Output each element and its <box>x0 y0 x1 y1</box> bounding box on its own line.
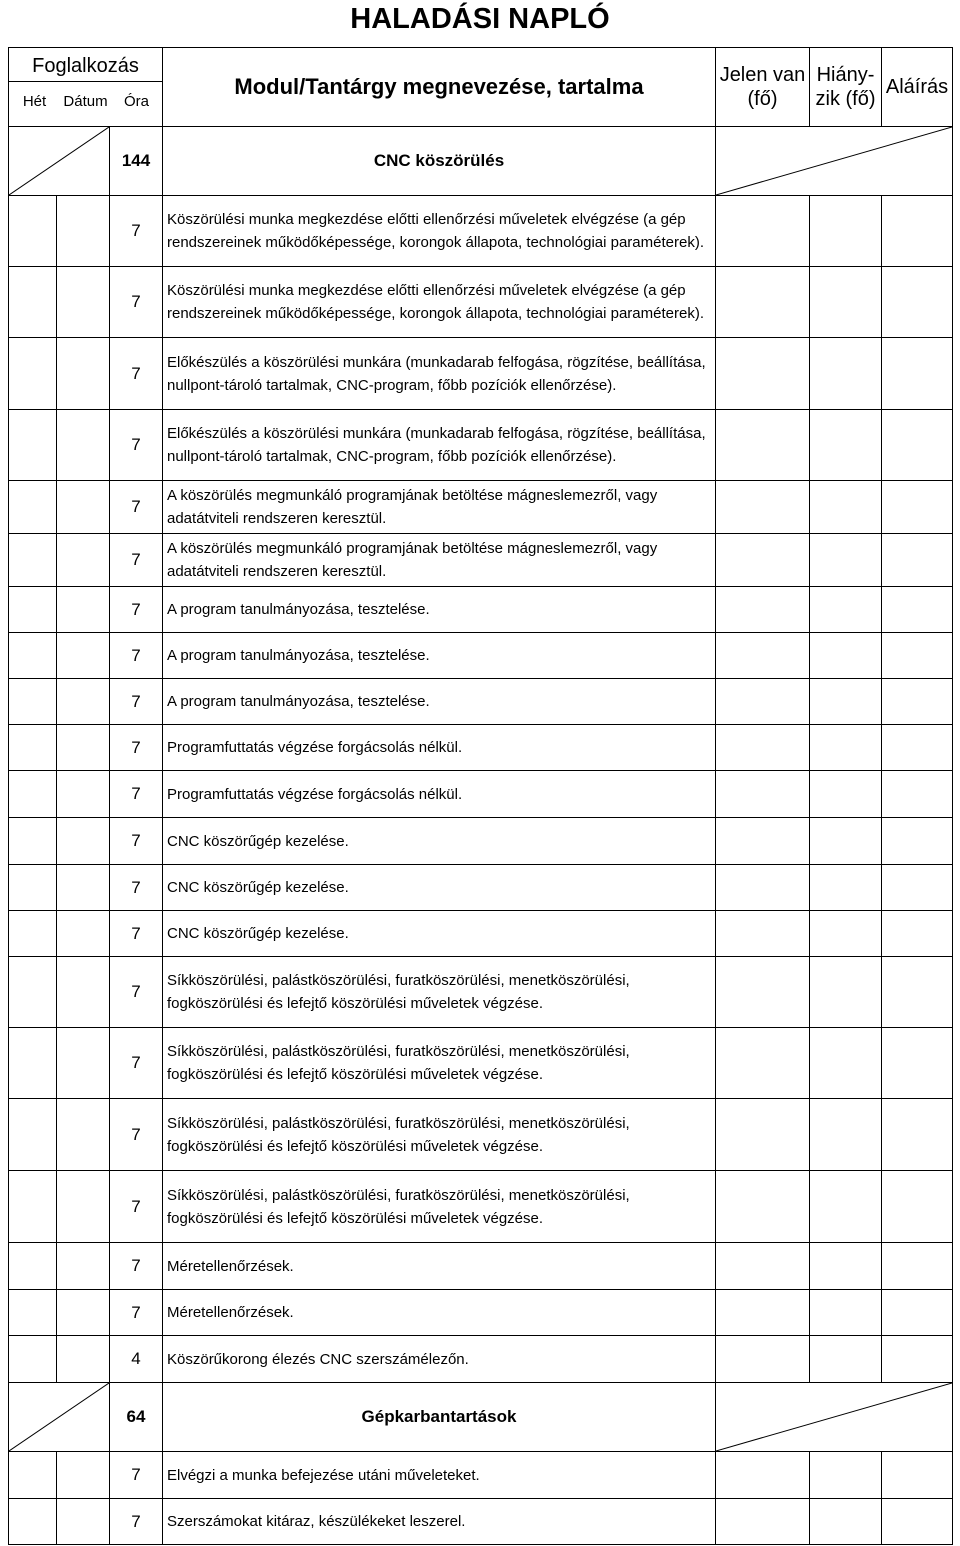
ora-cell: 7 <box>110 196 163 267</box>
jelen-cell <box>716 1243 810 1290</box>
ora-cell: 7 <box>110 725 163 771</box>
section-row <box>9 1383 953 1452</box>
table-row <box>9 771 953 818</box>
hiany-cell <box>810 1336 882 1383</box>
content-cell: Előkészülés a köszörülési munkára (munkadarab felfogása, rögzítése, beállítása, nullpont-tároló tartalmak, CNC-program, főbb pozíciók ellenőrzése). <box>163 338 716 410</box>
content-cell: Elvégzi a munka befejezése utáni műveleteket. <box>163 1452 716 1499</box>
ora-cell: 7 <box>110 957 163 1028</box>
het-cell <box>9 1499 57 1545</box>
table-row <box>9 957 953 1028</box>
het-cell <box>9 1290 57 1336</box>
het-label: Hét <box>22 93 47 110</box>
datum-cell <box>57 410 110 481</box>
content-cell: Előkészülés a köszörülési munkára (munkadarab felfogása, rögzítése, beállítása, nullpont-tároló tartalmak, CNC-program, főbb pozíciók ellenőrzése). <box>163 410 716 481</box>
table-row <box>9 911 953 957</box>
hiany-cell <box>810 338 882 410</box>
hiany-cell <box>810 633 882 679</box>
table-row <box>9 679 953 725</box>
alairas-cell <box>882 771 953 818</box>
datum-cell <box>57 1452 110 1499</box>
jelen-cell <box>716 1336 810 1383</box>
datum-cell <box>57 534 110 587</box>
table-row <box>9 1171 953 1243</box>
content-cell: Köszörülési munka megkezdése előtti ellenőrzési műveletek elvégzése (a gép rendszereinek működőképessége, korongok állapota, technológiai paraméterek). <box>163 267 716 338</box>
table-row <box>9 1452 953 1499</box>
hiany-cell <box>810 818 882 865</box>
het-cell <box>9 1171 57 1243</box>
jelen-cell <box>716 771 810 818</box>
datum-label: Dátum <box>63 93 108 110</box>
table-row <box>9 410 953 481</box>
diagonal-cell <box>9 127 110 196</box>
alairas-cell <box>882 410 953 481</box>
table-row <box>9 725 953 771</box>
datum-cell <box>57 957 110 1028</box>
het-cell <box>9 818 57 865</box>
table-row <box>9 1336 953 1383</box>
hiany-cell <box>810 1452 882 1499</box>
jelen-cell <box>716 534 810 587</box>
ora-label: Óra <box>123 93 149 110</box>
table-row <box>9 338 953 410</box>
ora-cell: 7 <box>110 1171 163 1243</box>
jelen-cell <box>716 587 810 633</box>
foglalkozas-label: Foglalkozás <box>9 52 162 82</box>
het-cell <box>9 679 57 725</box>
datum-cell <box>57 633 110 679</box>
table-row <box>9 267 953 338</box>
ora-cell: 7 <box>110 410 163 481</box>
table-row <box>9 534 953 587</box>
content-cell: Síkköszörülési, palástköszörülési, furatköszörülési, menetköszörülési, fogköszörülési és lefejtő köszörülési műveletek végzése. <box>163 957 716 1028</box>
alairas-cell <box>882 725 953 771</box>
alairas-cell <box>882 1452 953 1499</box>
alairas-cell <box>882 534 953 587</box>
content-cell: Síkköszörülési, palástköszörülési, furatköszörülési, menetköszörülési, fogköszörülési és lefejtő köszörülési műveletek végzése. <box>163 1099 716 1171</box>
table-row <box>9 1028 953 1099</box>
foglalkozas-header <box>9 48 163 127</box>
het-cell <box>9 1099 57 1171</box>
het-cell <box>9 725 57 771</box>
alairas-cell <box>882 1099 953 1171</box>
alairas-cell <box>882 1290 953 1336</box>
content-cell: Méretellenőrzések. <box>163 1243 716 1290</box>
alairas-cell <box>882 818 953 865</box>
hiany-cell <box>810 481 882 534</box>
ora-cell: 7 <box>110 679 163 725</box>
jelen-cell <box>716 1290 810 1336</box>
page-title: HALADÁSI NAPLÓ <box>350 3 610 35</box>
het-cell <box>9 633 57 679</box>
content-cell: Köszörűkorong élezés CNC szerszámélezőn. <box>163 1336 716 1383</box>
alairas-cell <box>882 267 953 338</box>
alairas-cell <box>882 1171 953 1243</box>
content-cell: Programfuttatás végzése forgácsolás nélkül. <box>163 771 716 818</box>
ora-cell: 7 <box>110 587 163 633</box>
jelen-cell <box>716 633 810 679</box>
jelen-cell <box>716 865 810 911</box>
progress-log-table <box>8 47 953 1545</box>
hiany-cell <box>810 1171 882 1243</box>
content-cell: A köszörülés megmunkáló programjának betöltése mágneslemezről, vagy adatátviteli rendszeren keresztül. <box>163 534 716 587</box>
jelen-cell <box>716 1171 810 1243</box>
datum-cell <box>57 267 110 338</box>
ora-cell: 7 <box>110 1028 163 1099</box>
ora-cell: 7 <box>110 771 163 818</box>
het-cell <box>9 1336 57 1383</box>
table-row <box>9 865 953 911</box>
jelen-cell <box>716 679 810 725</box>
content-cell: A köszörülés megmunkáló programjának betöltése mágneslemezről, vagy adatátviteli rendszeren keresztül. <box>163 481 716 534</box>
table-row <box>9 818 953 865</box>
hiany-cell <box>810 267 882 338</box>
jelen-cell <box>716 1028 810 1099</box>
datum-cell <box>57 1290 110 1336</box>
diagonal-cell <box>716 1383 953 1452</box>
ora-cell: 7 <box>110 1243 163 1290</box>
het-cell <box>9 410 57 481</box>
jelen-cell <box>716 1499 810 1545</box>
ora-cell: 7 <box>110 481 163 534</box>
content-cell: A program tanulmányozása, tesztelése. <box>163 633 716 679</box>
hiany-cell <box>810 410 882 481</box>
table-row <box>9 633 953 679</box>
jelen-header <box>716 48 810 127</box>
content-cell: Síkköszörülési, palástköszörülési, furatköszörülési, menetköszörülési, fogköszörülési és lefejtő köszörülési műveletek végzése. <box>163 1028 716 1099</box>
jelen-label-1: Jelen van <box>719 64 806 86</box>
jelen-cell <box>716 1099 810 1171</box>
alairas-cell <box>882 865 953 911</box>
jelen-cell <box>716 957 810 1028</box>
hiany-cell <box>810 911 882 957</box>
diagonal-cell <box>9 1383 110 1452</box>
het-cell <box>9 534 57 587</box>
jelen-cell <box>716 481 810 534</box>
jelen-cell <box>716 410 810 481</box>
hiany-cell <box>810 1099 882 1171</box>
ora-cell: 7 <box>110 338 163 410</box>
jelen-cell <box>716 338 810 410</box>
section-row <box>9 127 953 196</box>
het-cell <box>9 1452 57 1499</box>
hiany-cell <box>810 534 882 587</box>
ora-cell: 7 <box>110 633 163 679</box>
datum-cell <box>57 1099 110 1171</box>
table-row <box>9 587 953 633</box>
het-cell <box>9 771 57 818</box>
content-cell: Síkköszörülési, palástköszörülési, furatköszörülési, menetköszörülési, fogköszörülési és lefejtő köszörülési műveletek végzése. <box>163 1171 716 1243</box>
datum-cell <box>57 338 110 410</box>
hiany-cell <box>810 957 882 1028</box>
diagonal-cell <box>716 127 953 196</box>
jelen-cell <box>716 725 810 771</box>
datum-cell <box>57 1171 110 1243</box>
hiany-cell <box>810 771 882 818</box>
alairas-cell <box>882 1243 953 1290</box>
datum-cell <box>57 679 110 725</box>
hiany-cell <box>810 679 882 725</box>
datum-cell <box>57 1336 110 1383</box>
header-row <box>9 48 953 127</box>
datum-cell <box>57 1028 110 1099</box>
jelen-label-2: (fő) <box>747 88 778 110</box>
ora-cell: 7 <box>110 865 163 911</box>
table-row <box>9 481 953 534</box>
content-cell: Méretellenőrzések. <box>163 1290 716 1336</box>
alairas-cell <box>882 1499 953 1545</box>
content-cell: Szerszámokat kitáraz, készülékeket leszerel. <box>163 1499 716 1545</box>
table-row <box>9 1099 953 1171</box>
section-title: Gépkarbantartások <box>163 1383 716 1452</box>
table-row <box>9 1290 953 1336</box>
hiany-cell <box>810 196 882 267</box>
modul-header: Modul/Tantárgy megnevezése, tartalma <box>163 48 716 127</box>
datum-cell <box>57 1243 110 1290</box>
het-cell <box>9 267 57 338</box>
hiany-label-1: Hiány- <box>816 64 875 86</box>
hiany-cell <box>810 587 882 633</box>
datum-cell <box>57 587 110 633</box>
table-row <box>9 196 953 267</box>
content-cell: Köszörülési munka megkezdése előtti ellenőrzési műveletek elvégzése (a gép rendszereinek működőképessége, korongok állapota, technológiai paraméterek). <box>163 196 716 267</box>
hiany-cell <box>810 1499 882 1545</box>
content-cell: CNC köszörűgép kezelése. <box>163 818 716 865</box>
ora-cell: 7 <box>110 1290 163 1336</box>
jelen-cell <box>716 911 810 957</box>
table-row <box>9 1499 953 1545</box>
table-row <box>9 1243 953 1290</box>
jelen-cell <box>716 1452 810 1499</box>
ora-cell: 7 <box>110 267 163 338</box>
het-cell <box>9 911 57 957</box>
jelen-cell <box>716 267 810 338</box>
ora-cell: 7 <box>110 1452 163 1499</box>
content-cell: Programfuttatás végzése forgácsolás nélkül. <box>163 725 716 771</box>
alairas-cell <box>882 1336 953 1383</box>
het-cell <box>9 587 57 633</box>
content-cell: A program tanulmányozása, tesztelése. <box>163 587 716 633</box>
alairas-cell <box>882 1028 953 1099</box>
datum-cell <box>57 865 110 911</box>
het-cell <box>9 196 57 267</box>
datum-cell <box>57 818 110 865</box>
alairas-cell <box>882 633 953 679</box>
het-cell <box>9 865 57 911</box>
datum-cell <box>57 481 110 534</box>
ora-cell: 7 <box>110 911 163 957</box>
content-cell: CNC köszörűgép kezelése. <box>163 865 716 911</box>
ora-cell: 7 <box>110 1099 163 1171</box>
datum-cell <box>57 725 110 771</box>
hiany-cell <box>810 1243 882 1290</box>
het-cell <box>9 481 57 534</box>
alairas-cell <box>882 587 953 633</box>
hiany-label-2: zik (fő) <box>815 88 876 110</box>
ora-cell: 7 <box>110 534 163 587</box>
alairas-cell <box>882 957 953 1028</box>
section-title: CNC köszörülés <box>163 127 716 196</box>
ora-cell: 4 <box>110 1336 163 1383</box>
hiany-cell <box>810 725 882 771</box>
alairas-cell <box>882 196 953 267</box>
section-hours: 144 <box>110 127 163 196</box>
content-cell: A program tanulmányozása, tesztelése. <box>163 679 716 725</box>
datum-cell <box>57 1499 110 1545</box>
alairas-cell <box>882 911 953 957</box>
alairas-header: Aláírás <box>882 48 953 127</box>
het-cell <box>9 338 57 410</box>
het-cell <box>9 1028 57 1099</box>
alairas-cell <box>882 679 953 725</box>
hiany-cell <box>810 865 882 911</box>
hiany-cell <box>810 1290 882 1336</box>
het-cell <box>9 1243 57 1290</box>
content-cell: CNC köszörűgép kezelése. <box>163 911 716 957</box>
datum-cell <box>57 771 110 818</box>
section-hours: 64 <box>110 1383 163 1452</box>
hiany-header <box>810 48 882 127</box>
jelen-cell <box>716 196 810 267</box>
datum-cell <box>57 196 110 267</box>
het-cell <box>9 957 57 1028</box>
ora-cell: 7 <box>110 1499 163 1545</box>
hiany-cell <box>810 1028 882 1099</box>
alairas-cell <box>882 481 953 534</box>
datum-cell <box>57 911 110 957</box>
ora-cell: 7 <box>110 818 163 865</box>
jelen-cell <box>716 818 810 865</box>
alairas-cell <box>882 338 953 410</box>
